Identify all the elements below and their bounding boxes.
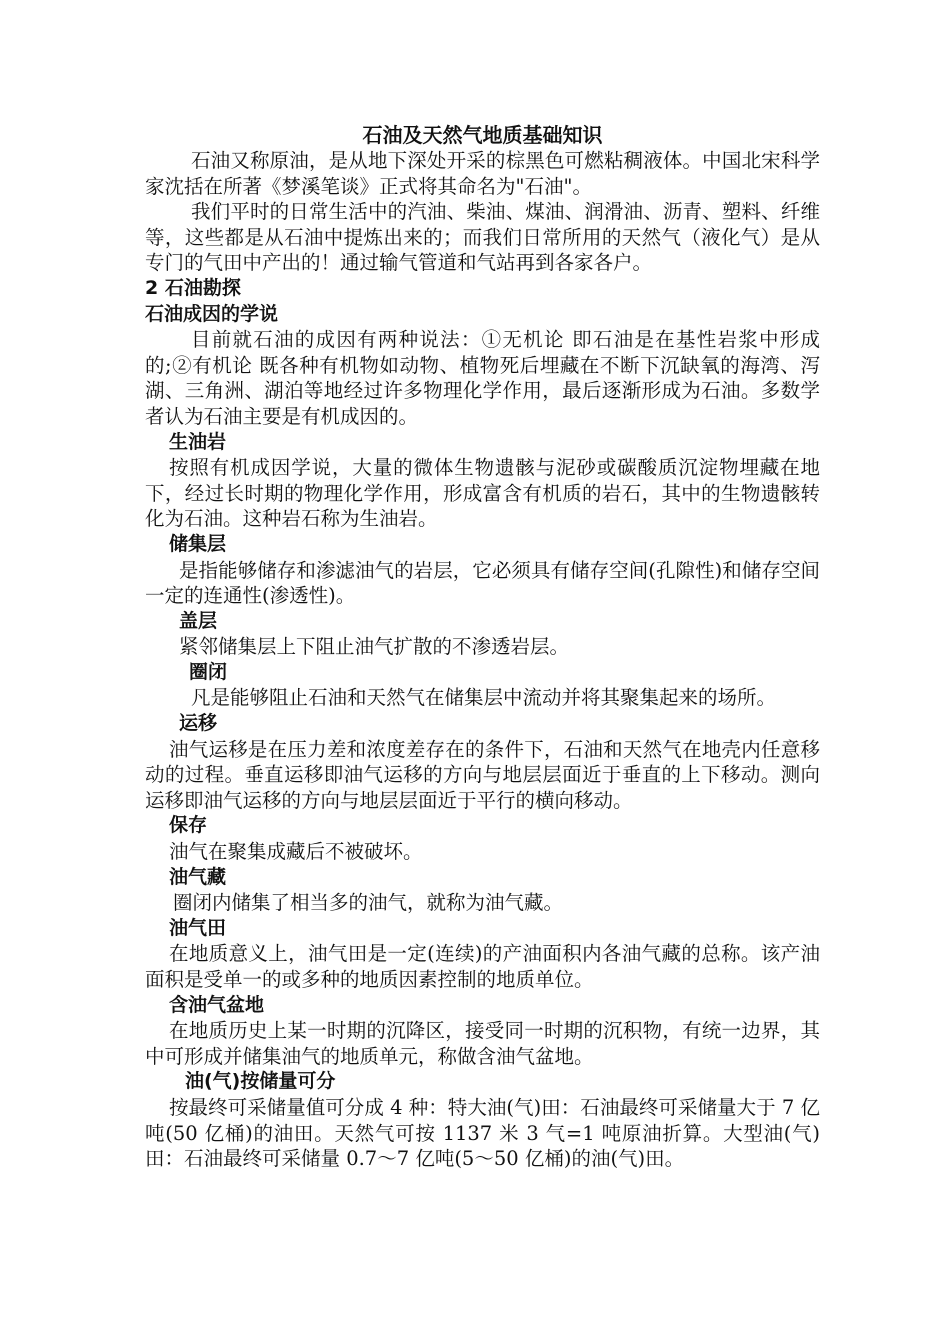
heading-preservation: 保存	[169, 814, 208, 837]
intro-paragraph-2: 我们平时的日常生活中的汽油、柴油、煤油、润滑油、沥青、塑料、纤维等，这些都是从石油中提炼出来的；而我们日常所用的天然气（液化气）是从专门的气田中产出的！通过输气管道和气站再到各家各户。	[145, 200, 820, 275]
section-heading-exploration: 2 石油勘探	[145, 276, 241, 299]
document-title: 石油及天然气地质基础知识	[362, 123, 603, 147]
heading-source-rock: 生油岩	[169, 430, 227, 453]
heading-trap: 圈闭	[189, 660, 228, 683]
paragraph-preservation: 油气在聚集成藏后不被破坏。	[169, 840, 423, 864]
heading-oil-gas-pool: 油气藏	[169, 865, 227, 888]
paragraph-reservoir: 是指能够储存和渗滤油气的岩层，它必须具有储存空间(孔隙性)和储存空间一定的连通性(渗透性)。	[145, 558, 820, 608]
paragraph-trap: 凡是能够阻止石油和天然气在储集层中流动并将其聚集起来的场所。	[191, 686, 777, 710]
heading-reservoir: 储集层	[169, 532, 227, 555]
intro-paragraph-1: 石油又称原油，是从地下深处开采的棕黑色可燃粘稠液体。中国北宋科学家沈括在所著《梦溪笔谈》正式将其命名为"石油"。	[145, 149, 820, 198]
heading-petroliferous-basin: 含油气盆地	[169, 993, 265, 1016]
paragraph-oil-gas-pool: 圈闭内储集了相当多的油气，就称为油气藏。	[173, 891, 564, 915]
heading-oil-gas-field: 油气田	[169, 916, 227, 939]
paragraph-petroliferous-basin: 在地质历史上某一时期的沉降区，接受同一时期的沉积物，有统一边界，其中可形成并储集油气的地质单元，称做含油气盆地。	[145, 1019, 820, 1068]
paragraph-caprock: 紧邻储集层上下阻止油气扩散的不渗透岩层。	[179, 635, 570, 659]
paragraph-source-rock: 按照有机成因学说，大量的微体生物遗骸与泥砂或碳酸质沉淀物埋藏在地下，经过长时期的物理化学作用，形成富含有机质的岩石，其中的生物遗骸转化为石油。这种岩石称为生油岩。	[145, 456, 820, 531]
paragraph-reserve-classification: 按最终可采储量值可分成 4 种：特大油(气)田：石油最终可采储量大于 7 亿吨(50 亿桶)的油田。天然气可按 1137 米 3 气=1 吨原油折算。大型油(气)田：石油最终可采储量 0.7～7 亿吨(5～50 亿桶)的油(气)田。	[145, 1095, 820, 1171]
heading-petroleum-origin: 石油成因的学说	[145, 302, 279, 325]
paragraph-migration: 油气运移是在压力差和浓度差存在的条件下，石油和天然气在地壳内任意移动的过程。垂直运移即油气运移的方向与地层层面近于垂直的上下移动。测向运移即油气运移的方向与地层层面近于平行的横向移动。	[145, 737, 820, 812]
document-body	[145, 122, 820, 1172]
heading-caprock: 盖层	[179, 609, 218, 632]
paragraph-oil-gas-field: 在地质意义上，油气田是一定(连续)的产油面积内各油气藏的总称。该产油面积是受单一的或多种的地质因素控制的地质单位。	[145, 942, 820, 991]
paragraph-petroleum-origin: 目前就石油的成因有两种说法：①无机论 即石油是在基性岩浆中形成的;②有机论 既各种有机物如动物、植物死后埋藏在不断下沉缺氧的海湾、泻湖、三角洲、湖泊等地经过许多物理化学作用，最后逐渐形成为石油。多数学者认为石油主要是有机成因的。	[145, 328, 820, 428]
heading-reserve-classification: 油(气)按储量可分	[185, 1070, 336, 1093]
heading-migration: 运移	[179, 712, 218, 735]
